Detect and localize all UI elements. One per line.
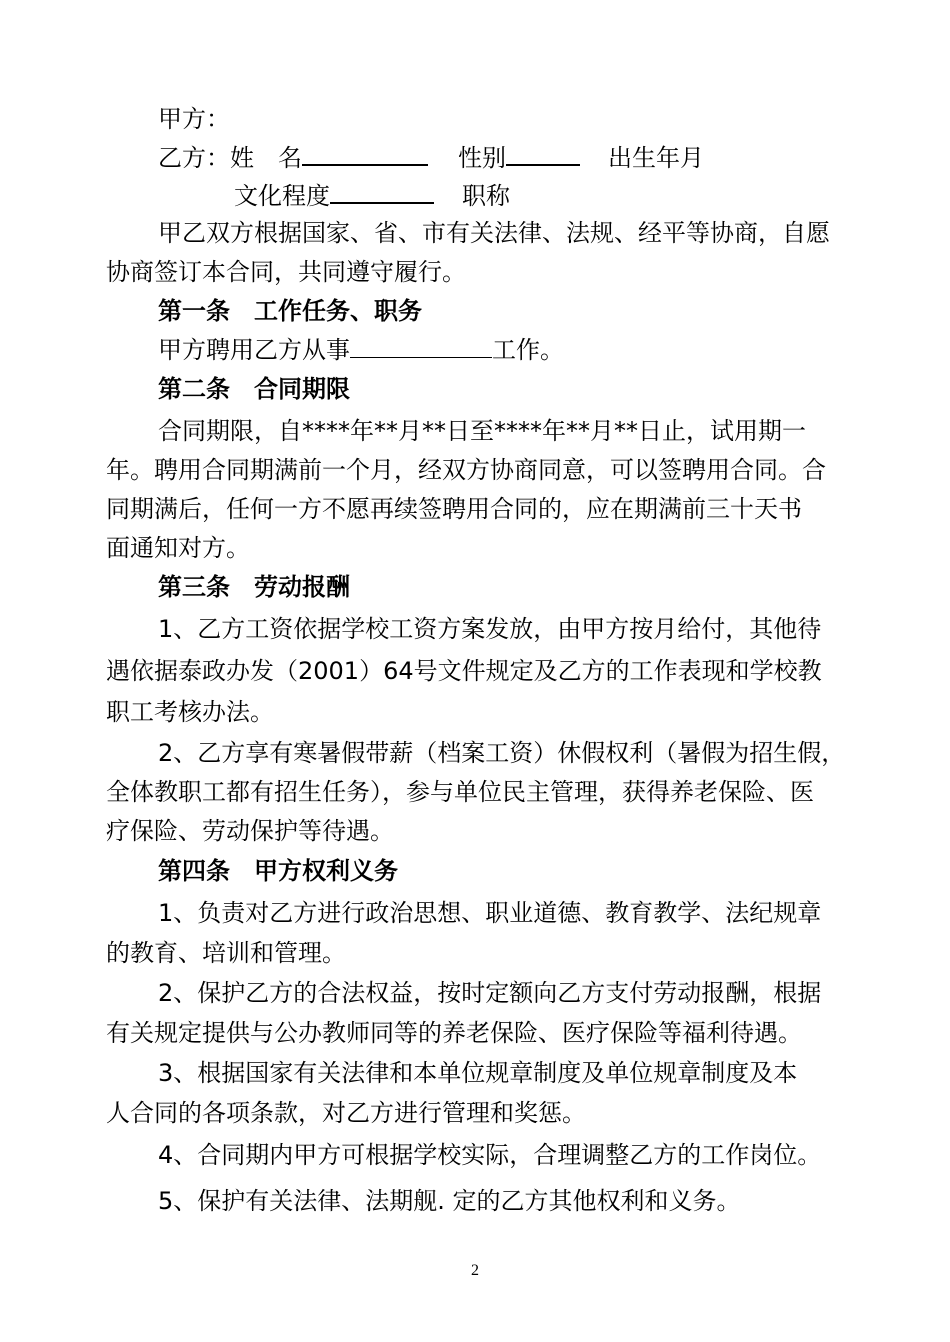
article-4-p4: 4、合同期内甲方可根据学校实际，合理调整乙方的工作岗位。 xyxy=(158,1141,822,1169)
gender-label: 性别 xyxy=(458,144,506,172)
article-2-line-4: 面通知对方。 xyxy=(106,534,250,562)
article-1-text-before: 甲方聘用乙方从事 xyxy=(158,336,350,364)
article-2-line-3: 同期满后，任何一方不愿再续签聘用合同的，应在期满前三十天书 xyxy=(106,495,802,523)
article-4-p2-line-2: 有关规定提供与公办教师同等的养老保险、医疗保险等福利待遇。 xyxy=(106,1019,802,1047)
article-4-p3-line-1: 3、根据国家有关法律和本单位规章制度及单位规章制度及本 xyxy=(158,1059,798,1087)
article-3-p2-line-2: 全体教职工都有招生任务），参与单位民主管理，获得养老保险、医 xyxy=(106,778,814,806)
job-blank xyxy=(350,335,492,358)
article-3-heading: 第三条 劳动报酬 xyxy=(158,573,350,601)
article-4-p1-line-1: 1、负责对乙方进行政治思想、职业道德、教育教学、法纪规章 xyxy=(158,899,822,927)
party-a-label: 甲方： xyxy=(158,105,230,133)
title-label: 职称 xyxy=(462,182,510,210)
education-label: 文化程度 xyxy=(234,182,330,210)
intro-line-1: 甲乙双方根据国家、省、市有关法律、法规、经平等协商，自愿 xyxy=(158,219,830,247)
birth-label: 出生年月 xyxy=(608,144,704,172)
name-blank xyxy=(302,142,428,166)
article-4-p2-line-1: 2、保护乙方的合法权益，按时定额向乙方支付劳动报酬，根据 xyxy=(158,979,822,1007)
article-4-p3-line-2: 人合同的各项条款，对乙方进行管理和奖惩。 xyxy=(106,1099,586,1127)
gender-blank xyxy=(506,142,580,166)
article-3-p2-line-1: 2、乙方享有寒暑假带薪（档案工资）休假权利（暑假为招生假， xyxy=(158,739,846,767)
article-2-line-1: 合同期限，自****年**月**日至****年**月**日止，试用期一 xyxy=(158,417,806,445)
intro-line-2: 协商签订本合同，共同遵守履行。 xyxy=(106,258,466,286)
article-4-p5: 5、保护有关法律、法期舰. 定的乙方其他权利和义务。 xyxy=(158,1187,741,1215)
article-1-heading: 第一条 工作任务、职务 xyxy=(158,297,422,325)
education-blank xyxy=(330,180,434,204)
article-4-heading: 第四条 甲方权利义务 xyxy=(158,857,398,885)
article-1-text xyxy=(158,335,564,365)
name-label: 姓 名 xyxy=(230,144,302,172)
party-b-label: 乙方： xyxy=(158,144,230,172)
article-2-heading: 第二条 合同期限 xyxy=(158,375,350,403)
article-3-p2-line-3: 疗保险、劳动保护等待遇。 xyxy=(106,817,394,845)
article-3-p1-line-2: 遇依据泰政办发（2001）64号文件规定及乙方的工作表现和学校教 xyxy=(106,657,822,685)
article-3-p1-line-3: 职工考核办法。 xyxy=(106,698,274,726)
article-1-text-after: 工作。 xyxy=(492,336,564,364)
education-row xyxy=(234,180,510,211)
article-2-line-2: 年。聘用合同期满前一个月，经双方协商同意，可以签聘用合同。合 xyxy=(106,456,826,484)
page-number: 2 xyxy=(471,1262,479,1279)
party-b-row xyxy=(158,142,704,173)
article-4-p1-line-2: 的教育、培训和管理。 xyxy=(106,939,346,967)
article-3-p1-line-1: 1、乙方工资依据学校工资方案发放，由甲方按月给付，其他待 xyxy=(158,615,822,643)
